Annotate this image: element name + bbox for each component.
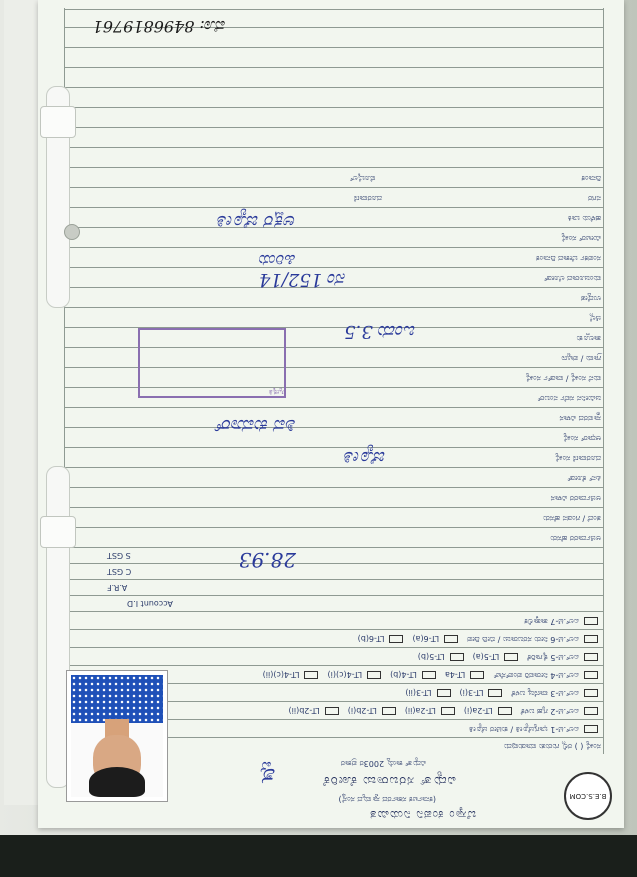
lt4a-label: LT-4a: [444, 670, 466, 680]
lt6b-checkbox[interactable]: [389, 635, 403, 643]
lt2-label: ಎಲ್.ಟಿ-2 ಗೃಹ ಬಳಕೆ: [520, 707, 579, 716]
arf-label: A.R.F: [107, 583, 128, 593]
sanctioned-load-label: ಮಂಜೂರಾದ ಲೋಡ್: [544, 274, 601, 283]
handwritten-father-name: ಶಿವ ಕುಮಾರ್: [216, 415, 296, 436]
lt5a-checkbox[interactable]: [504, 653, 518, 661]
lt3-ii-checkbox[interactable]: [437, 689, 451, 697]
lt2b-i-checkbox[interactable]: [382, 707, 396, 715]
installation-address-label: ಸ್ಥಾವರದ ವಿಳಾಸ: [559, 414, 601, 423]
lt6b-label: LT-6(b): [357, 634, 385, 644]
field-row-13: [64, 287, 604, 308]
file-clip-knob-bottom: [40, 516, 76, 548]
account-id-row: [64, 595, 604, 612]
received-stamp: [138, 328, 286, 398]
handwritten-name: ಜ್ಯೋತಿ: [344, 447, 386, 468]
applicant-photo: [66, 670, 168, 802]
lt1-checkbox[interactable]: [584, 725, 598, 733]
sgst-label: S GST: [107, 551, 131, 561]
lt5a-label: LT-5(a): [472, 652, 500, 662]
lt1-label: ಎಲ್.ಟಿ-1 ಭಾಗ್ಯಜ್ಯೋತಿ / ಕುಟೀರ ಜ್ಯೋತಿ: [468, 725, 579, 734]
lt3-label: ಎಲ್.ಟಿ-3 ವಾಣಿಜ್ಯ ಬಳಕೆ: [511, 689, 579, 698]
lt4-label: ಎಲ್.ಟಿ-4 ನೀರಾವರಿ ಪಂಪ್‌ಸೆಟ್: [493, 671, 579, 680]
field-row-4: [64, 467, 604, 488]
blank-row-4: [64, 87, 604, 108]
aadhaar-label: ಆಧಾರ್ ಸಂಖ್ಯೆ: [563, 434, 601, 443]
city-row: [64, 187, 604, 208]
taluk-label: ತಾಲ್ಲೂಕು: [576, 334, 601, 343]
lt2a-i-checkbox[interactable]: [498, 707, 512, 715]
stamp-text: ಸ್ವೀಕೃತಿ: [268, 388, 284, 396]
lt2b-i-label: LT-2b(i): [347, 706, 377, 716]
father-name-label: ತಂದೆ / ಗಂಡನ ಹೆಸರು: [543, 514, 601, 523]
field-row-2: [64, 507, 604, 528]
field-row-6: [64, 427, 604, 448]
blank-row-1: [64, 147, 604, 168]
sgst-row: [64, 547, 604, 564]
applicant-name-label: ಅರ್ಜಿದಾರರ ಹೆಸರು: [550, 534, 601, 543]
lt7-checkbox[interactable]: [584, 617, 598, 625]
lt6a-label: LT-6(a): [412, 634, 440, 644]
company-title: ಬೆಸ್ಕಾಂ ಕಂಪನಿ ನಿಯಮಿತ: [369, 808, 476, 822]
tariff-lt6-row: [64, 629, 604, 648]
handwritten-load: ಒಂದು 3.5: [344, 321, 416, 342]
meter-number-label: ಮೀಟರ್ ಸಂಖ್ಯೆ: [561, 234, 601, 243]
pincode-label: ಪಿನ್ ಕೋಡ್: [567, 474, 601, 483]
lt3-i-label: LT-3(i): [459, 688, 484, 698]
punch-hole: [64, 224, 80, 240]
tariff-lt5-row: [64, 647, 604, 666]
district-label: ಜಿಲ್ಲೆ: [589, 314, 601, 323]
cgst-row: [64, 563, 604, 580]
lt4b-label: LT-4(b): [390, 670, 417, 680]
tariff-lt7-row: [64, 611, 604, 630]
lt5-checkbox[interactable]: [584, 653, 598, 661]
date-label: ದಿನಾಂಕ: [581, 174, 601, 183]
company-subtitle: (ಕರ್ನಾಟಕ ಸರ್ಕಾರದ ಸ್ವಾಮ್ಯದ ಸಂಸ್ಥೆ): [338, 795, 436, 804]
lt5b-label: LT-5(b): [417, 652, 445, 662]
lt2-checkbox[interactable]: [584, 707, 598, 715]
lt2a-ii-checkbox[interactable]: [441, 707, 455, 715]
lt4c-i-label: LT-4(c)(i): [327, 670, 363, 680]
purpose-label: ಉದ್ದೇಶ: [580, 294, 601, 303]
account-id-label: Account I.D: [127, 599, 173, 609]
field-row-12: [64, 307, 604, 328]
field-row-15: [64, 247, 604, 268]
lt6a-checkbox[interactable]: [444, 635, 458, 643]
handwritten-mobile: ಮೊ: 8496819761: [92, 17, 226, 36]
applicant-address-label: ಅರ್ಜಿದಾರರ ವಿಳಾಸ: [550, 494, 601, 503]
left-border: [603, 8, 604, 754]
field-row-7: [64, 407, 604, 428]
village-label: ಗ್ರಾಮ / ಪಟ್ಟಣ: [561, 354, 601, 363]
phone-label: ದೂರವಾಣಿ: [353, 194, 382, 203]
lt5b-checkbox[interactable]: [450, 653, 464, 661]
field-row-3: [64, 487, 604, 508]
handwritten-address: ಅಕ್ಷರ ಜ್ಯೋತಿ: [217, 211, 296, 232]
act-line: ವಿದ್ಯುತ್ ಕಾಯ್ದೆ 2003ರ ಪ್ರಕಾರ: [340, 759, 426, 768]
lt4c-ii-label: LT-4(c)(ii): [262, 670, 300, 680]
signature: ಶ್ವ: [260, 763, 276, 788]
lt3-i-checkbox[interactable]: [488, 689, 502, 697]
handwritten-survey: ನಂ 152/14: [258, 269, 346, 290]
lt5-label: ಎಲ್.ಟಿ-5 ಕೈಗಾರಿಕೆ: [527, 653, 579, 662]
old-dues-label: ಹಳೆಯ ಬಾಕಿ: [567, 214, 601, 223]
date-row: [64, 167, 604, 188]
lt3-ii-label: LT-3(ii): [405, 688, 432, 698]
handwritten-rr-number: 28.93: [238, 548, 296, 572]
arf-row: [64, 579, 604, 596]
phone-number-label: ದೂರವಾಣಿ ಸಂಖ್ಯೆ: [555, 454, 601, 463]
blank-row-2: [64, 127, 604, 148]
lt4a-checkbox[interactable]: [470, 671, 484, 679]
house-number-label: ಮನೆ ಸಂಖ್ಯೆ / ವಾರ್ಡ್ ಸಂಖ್ಯೆ: [525, 374, 601, 383]
city-label: ನಗರ: [587, 194, 601, 203]
lt2b-ii-label: LT-2b(ii): [288, 706, 320, 716]
field-row-16: [64, 227, 604, 248]
field-row-1: [64, 527, 604, 548]
lt6-checkbox[interactable]: [584, 635, 598, 643]
cgst-label: C GST: [107, 567, 132, 577]
field-row-5: [64, 447, 604, 468]
survey-number-label: ಜಮೀನಿನ ಸರ್ವೆ ನಂಬರ್: [537, 394, 601, 403]
logo-text: B.E.S.COM: [569, 792, 607, 800]
form-heading: ವಿದ್ಯುತ್ ಸರಬರಾಜು ಕೋರಿಕೆ: [322, 773, 456, 788]
handwritten-code: ಹಿರಿಯ: [259, 251, 296, 270]
lt4c-ii-checkbox[interactable]: [305, 671, 319, 679]
lt4-checkbox[interactable]: [584, 671, 598, 679]
lt4c-i-checkbox[interactable]: [367, 671, 381, 679]
photo-dress: [71, 675, 163, 723]
lt2a-i-label: LT-2a(i): [463, 706, 493, 716]
lt6-label: ಎಲ್.ಟಿ-6 ನೀರು ಸರಬರಾಜು / ಬೀದಿ ದೀಪ: [467, 635, 579, 644]
file-clip-knob-top: [40, 106, 76, 138]
lt2a-ii-label: LT-2a(ii): [404, 706, 436, 716]
field-row-17: [64, 207, 604, 228]
table-surface: [0, 835, 637, 877]
connection-date-label: ಸಂಪರ್ಕ ಬೇಕಾದ ದಿನಾಂಕ: [535, 254, 601, 263]
mobile-label: ಮೊಬೈಲ್: [349, 174, 376, 183]
lt7-label: ಎಲ್.ಟಿ-7 ತಾತ್ಕಾಲಿಕ: [524, 617, 579, 626]
blank-row-3: [64, 107, 604, 128]
intro-text: ಸಂಖ್ಯೆ ( ) ರಲ್ಲಿ ಗುರುತು ಮಾಡುವುದು: [503, 742, 601, 751]
photo-hair: [89, 767, 145, 797]
lt4b-checkbox[interactable]: [422, 671, 436, 679]
lt3-checkbox[interactable]: [584, 689, 598, 697]
blank-row-6: [64, 47, 604, 68]
blank-row-5: [64, 67, 604, 88]
lt2b-ii-checkbox[interactable]: [325, 707, 339, 715]
